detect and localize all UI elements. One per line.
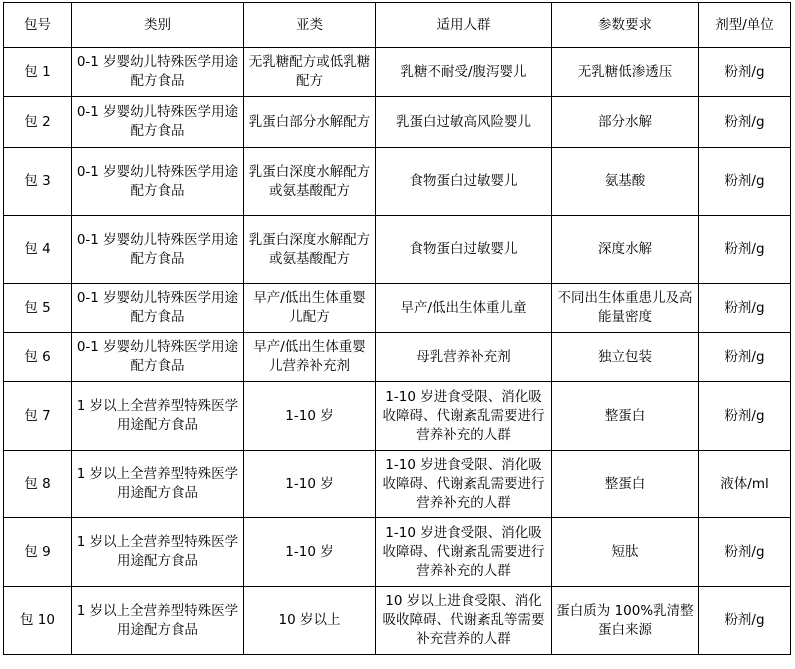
- cell-subcategory: 10 岁以上: [244, 587, 376, 655]
- cell-form-unit: 粉剂/g: [699, 48, 791, 97]
- cell-category: 1 岁以上全营养型特殊医学用途配方食品: [72, 451, 244, 518]
- cell-parameters: 整蛋白: [552, 382, 699, 451]
- cell-form-unit: 粉剂/g: [699, 333, 791, 382]
- cell-category: 0-1 岁婴幼儿特殊医学用途配方食品: [72, 333, 244, 382]
- cell-package-no: 包 6: [4, 333, 72, 382]
- cell-target-group: 10 岁以上进食受限、消化吸收障碍、代谢紊乱等需要补充营养的人群: [376, 587, 552, 655]
- cell-form-unit: 粉剂/g: [699, 148, 791, 216]
- header-subcategory: 亚类: [244, 3, 376, 48]
- cell-subcategory: 1-10 岁: [244, 518, 376, 587]
- header-package-no: 包号: [4, 3, 72, 48]
- header-form-unit: 剂型/单位: [699, 3, 791, 48]
- header-category: 类别: [72, 3, 244, 48]
- cell-parameters: 深度水解: [552, 216, 699, 284]
- cell-target-group: 母乳营养补充剂: [376, 333, 552, 382]
- cell-form-unit: 粉剂/g: [699, 382, 791, 451]
- cell-target-group: 早产/低出生体重儿童: [376, 284, 552, 333]
- cell-parameters: 独立包装: [552, 333, 699, 382]
- cell-subcategory: 1-10 岁: [244, 451, 376, 518]
- cell-category: 1 岁以上全营养型特殊医学用途配方食品: [72, 518, 244, 587]
- cell-category: 0-1 岁婴幼儿特殊医学用途配方食品: [72, 216, 244, 284]
- cell-target-group: 乳糖不耐受/腹泻婴儿: [376, 48, 552, 97]
- cell-form-unit: 粉剂/g: [699, 518, 791, 587]
- cell-category: 0-1 岁婴幼儿特殊医学用途配方食品: [72, 284, 244, 333]
- cell-parameters: 短肽: [552, 518, 699, 587]
- table-row: [4, 48, 791, 97]
- table-row: [4, 518, 791, 587]
- cell-form-unit: 液体/ml: [699, 451, 791, 518]
- cell-package-no: 包 3: [4, 148, 72, 216]
- table-row: [4, 284, 791, 333]
- header-target-group: 适用人群: [376, 3, 552, 48]
- table-row: [4, 97, 791, 148]
- cell-target-group: 食物蛋白过敏婴儿: [376, 216, 552, 284]
- cell-form-unit: 粉剂/g: [699, 97, 791, 148]
- cell-subcategory: 1-10 岁: [244, 382, 376, 451]
- header-parameters: 参数要求: [552, 3, 699, 48]
- cell-category: 0-1 岁婴幼儿特殊医学用途配方食品: [72, 48, 244, 97]
- product-package-table: [3, 2, 791, 655]
- cell-parameters: 蛋白质为 100%乳清整蛋白来源: [552, 587, 699, 655]
- cell-parameters: 整蛋白: [552, 451, 699, 518]
- cell-package-no: 包 1: [4, 48, 72, 97]
- cell-form-unit: 粉剂/g: [699, 587, 791, 655]
- cell-package-no: 包 4: [4, 216, 72, 284]
- cell-target-group: 1-10 岁进食受限、消化吸收障碍、代谢紊乱需要进行营养补充的人群: [376, 382, 552, 451]
- cell-subcategory: 早产/低出生体重婴儿配方: [244, 284, 376, 333]
- header-row: [4, 3, 791, 48]
- table-container: [3, 2, 791, 655]
- cell-target-group: 食物蛋白过敏婴儿: [376, 148, 552, 216]
- cell-package-no: 包 7: [4, 382, 72, 451]
- cell-package-no: 包 8: [4, 451, 72, 518]
- cell-form-unit: 粉剂/g: [699, 216, 791, 284]
- cell-subcategory: 乳蛋白深度水解配方或氨基酸配方: [244, 148, 376, 216]
- cell-package-no: 包 9: [4, 518, 72, 587]
- cell-category: 0-1 岁婴幼儿特殊医学用途配方食品: [72, 97, 244, 148]
- cell-subcategory: 乳蛋白深度水解配方或氨基酸配方: [244, 216, 376, 284]
- cell-parameters: 无乳糖低渗透压: [552, 48, 699, 97]
- cell-category: 1 岁以上全营养型特殊医学用途配方食品: [72, 382, 244, 451]
- cell-subcategory: 无乳糖配方或低乳糖配方: [244, 48, 376, 97]
- cell-parameters: 部分水解: [552, 97, 699, 148]
- table-row: [4, 451, 791, 518]
- cell-package-no: 包 5: [4, 284, 72, 333]
- cell-subcategory: 乳蛋白部分水解配方: [244, 97, 376, 148]
- cell-target-group: 1-10 岁进食受限、消化吸收障碍、代谢紊乱需要进行营养补充的人群: [376, 518, 552, 587]
- table-row: [4, 216, 791, 284]
- cell-category: 0-1 岁婴幼儿特殊医学用途配方食品: [72, 148, 244, 216]
- cell-subcategory: 早产/低出生体重婴儿营养补充剂: [244, 333, 376, 382]
- table-row: [4, 333, 791, 382]
- cell-package-no: 包 10: [4, 587, 72, 655]
- table-row: [4, 148, 791, 216]
- cell-category: 1 岁以上全营养型特殊医学用途配方食品: [72, 587, 244, 655]
- cell-parameters: 不同出生体重患儿及高能量密度: [552, 284, 699, 333]
- table-row: [4, 587, 791, 655]
- table-row: [4, 382, 791, 451]
- cell-target-group: 1-10 岁进食受限、消化吸收障碍、代谢紊乱需要进行营养补充的人群: [376, 451, 552, 518]
- cell-parameters: 氨基酸: [552, 148, 699, 216]
- cell-target-group: 乳蛋白过敏高风险婴儿: [376, 97, 552, 148]
- cell-package-no: 包 2: [4, 97, 72, 148]
- cell-form-unit: 粉剂/g: [699, 284, 791, 333]
